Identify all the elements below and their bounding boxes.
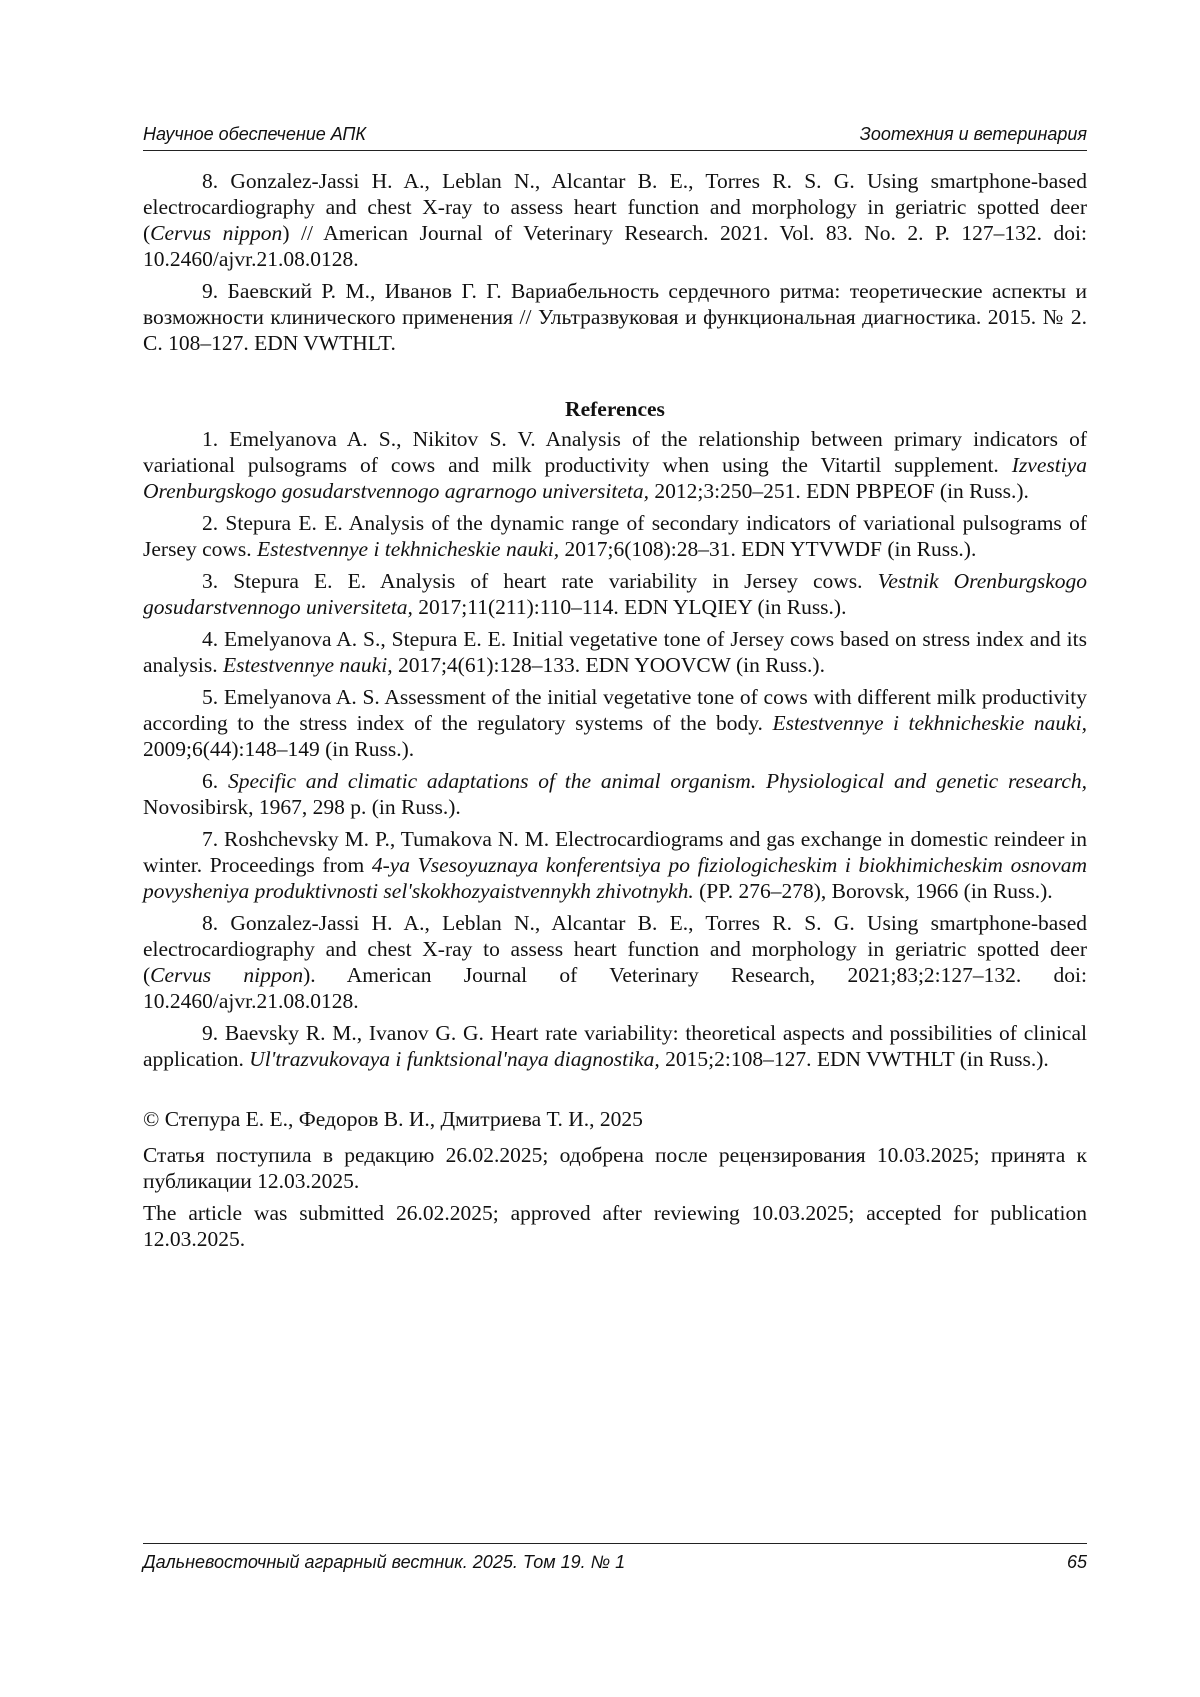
page-footer (143, 1543, 1087, 1573)
reference-item: 6. Specific and climatic adaptations of the animal organism. Physiological and genetic research, Novosibirsk, 1967, 298 p. (in Russ.). (143, 769, 1087, 819)
copyright-line: © Степура Е. Е., Федоров В. И., Дмитриева Т. И., 2025 (143, 1107, 643, 1131)
reference-item: 8. Gonzalez-Jassi H. A., Leblan N., Alcantar B. E., Torres R. S. G. Using smartphone-based electrocardiography and chest X-ray to assess heart function and morphology in geriatric spotted deer (Cervus nippon). American Journal of Veterinary Research, 2021;83;2:127–132. doi: 10.2460/ajvr.21.08.0128. (143, 911, 1087, 1013)
russian-ref-item: 9. Баевский Р. М., Иванов Г. Г. Вариабельность сердечного ритма: теоретические аспекты и возможности клинического применения // Ультразвуковая и функциональная диагностика. 2015. № 2. С. 108–127. EDN VWTHLT. (143, 279, 1087, 355)
reference-item: 3. Stepura E. E. Analysis of heart rate variability in Jersey cows. Vestnik Orenburgskogo gosudarstvennogo universiteta, 2017;11(211):110–114. EDN YLQIEY (in Russ.). (143, 569, 1087, 619)
running-header (143, 124, 1087, 151)
submission-dates-ru: Статья поступила в редакцию 26.02.2025; одобрена после рецензирования 10.03.2025; принята к публикации 12.03.2025. (143, 1143, 1087, 1193)
reference-item: 5. Emelyanova A. S. Assessment of the initial vegetative tone of cows with different milk productivity according to the stress index of the regulatory systems of the body. Estestvennye i tekhnicheskie nauki, 2009;6(44):148–149 (in Russ.). (143, 685, 1087, 761)
reference-item: 7. Roshchevsky M. P., Tumakova N. M. Electrocardiograms and gas exchange in domestic reindeer in winter. Proceedings from 4-ya Vsesoyuznaya konferentsiya po fiziologicheskim i biokhimicheskim osnovam povysheniya produktivnosti sel'skokhozyaistvennykh zhivotnykh. (PP. 276–278), Borovsk, 1966 (in Russ.). (143, 827, 1087, 903)
reference-item: 9. Baevsky R. M., Ivanov G. G. Heart rate variability: theoretical aspects and possibilities of clinical application. Ul'trazvukovaya i funktsional'naya diagnostika, 2015;2:108–127. EDN VWTHLT (in Russ.). (143, 1021, 1087, 1071)
submission-dates-en: The article was submitted 26.02.2025; approved after reviewing 10.03.2025; accepted for publication 12.03.2025. (143, 1201, 1087, 1251)
reference-item: 1. Emelyanova A. S., Nikitov S. V. Analysis of the relationship between primary indicators of variational pulsograms of cows and milk productivity when using the Vitartil supplement. Izvestiya Orenburgskogo gosudarstvennogo agrarnogo universiteta, 2012;3:250–251. EDN PBPEOF (in Russ.). (143, 427, 1087, 503)
references-heading: References (565, 397, 665, 421)
journal-page (143, 0, 1087, 1697)
references-list (143, 426, 1087, 1072)
reference-item: 4. Emelyanova A. S., Stepura E. E. Initial vegetative tone of Jersey cows based on stress index and its analysis. Estestvennye nauki, 2017;4(61):128–133. EDN YOOVCW (in Russ.). (143, 627, 1087, 677)
footer-journal-title: Дальневосточный аграрный вестник. 2025. Том 19. № 1 (143, 1552, 626, 1572)
article-content (143, 168, 1087, 1258)
page-number: 65 (1066, 1552, 1087, 1572)
reference-item: 2. Stepura E. E. Analysis of the dynamic range of secondary indicators of variational pulsograms of Jersey cows. Estestvennye i tekhnicheskie nauki, 2017;6(108):28–31. EDN YTVWDF (in Russ.). (143, 511, 1087, 561)
russian-ref-item: 8. Gonzalez-Jassi H. A., Leblan N., Alcantar B. E., Torres R. S. G. Using smartphone-based electrocardiography and chest X-ray to assess heart function and morphology in geriatric spotted deer (Cervus nippon) // American Journal of Veterinary Research. 2021. Vol. 83. No. 2. P. 127–132. doi: 10.2460/ajvr.21.08.0128. (143, 169, 1087, 271)
header-section-left: Научное обеспечение АПК (143, 124, 367, 144)
header-section-right: Зоотехния и ветеринария (859, 124, 1087, 144)
